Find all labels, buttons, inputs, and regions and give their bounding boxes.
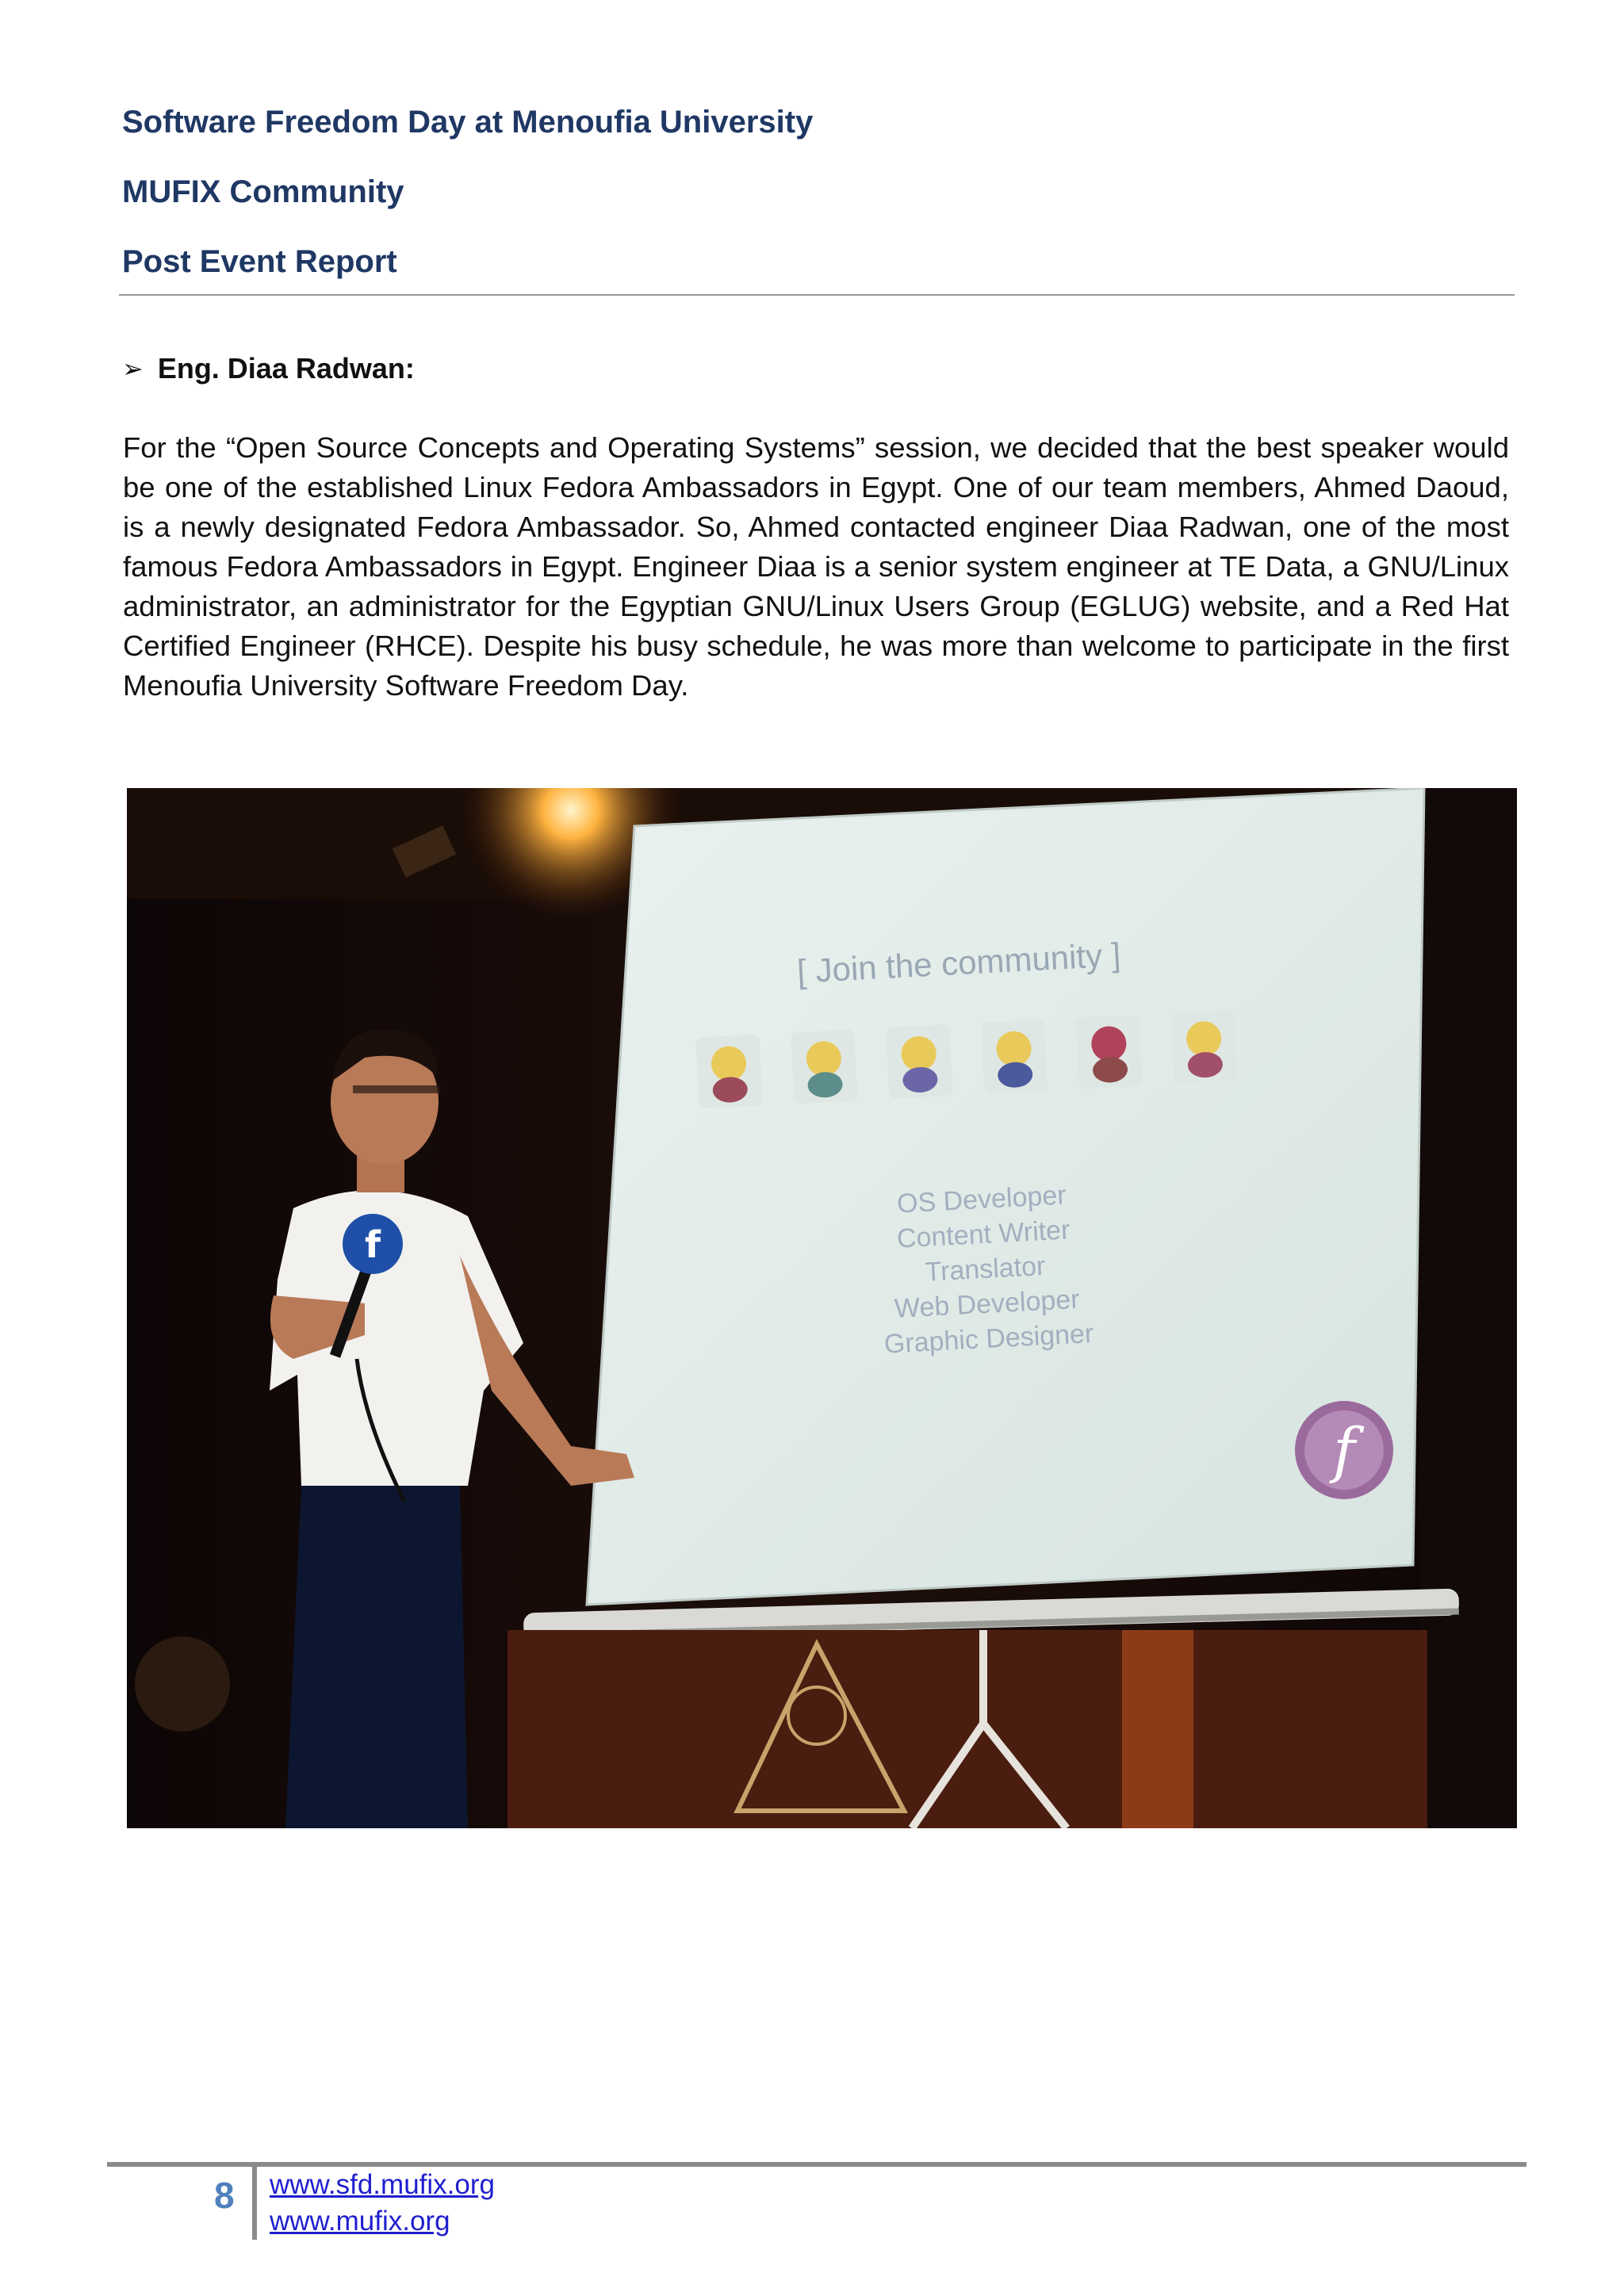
- mufix-website-link[interactable]: www.mufix.org: [270, 2206, 450, 2237]
- slide-title: [ Join the community ]: [796, 936, 1122, 990]
- fedora-logo-icon: [1295, 1401, 1393, 1499]
- slide-list-item: Web Developer: [894, 1284, 1081, 1324]
- header-divider: [119, 294, 1515, 296]
- speaker-name: Eng. Diaa Radwan:: [157, 352, 415, 385]
- document-title: Software Freedom Day at Menoufia University: [122, 105, 814, 140]
- slide-list-item: Content Writer: [896, 1215, 1071, 1254]
- slide-list-item: Translator: [924, 1250, 1047, 1288]
- page-number: 8: [214, 2175, 235, 2216]
- footer-divider: [107, 2162, 1526, 2167]
- speaker-paragraph: For the “Open Source Concepts and Operating Systems” session, we decided that the best speaker would be one of the established Linux Fedora Ambassadors in Egypt. One of our team members, Ahmed Daoud, is a newly designated Fedora Ambassador. So, Ahmed contacted engineer Diaa Radwan, one of the most famous Fedora Ambassadors in Egypt. Engineer Diaa is a senior system engineer at TE Data, a GNU/Linux administrator, an administrator for the Egyptian GNU/Linux Users Group (EGLUG) website, and a Red Hat Certified Engineer (RHCE). Despite his busy schedule, he was more than welcome to participate in the first Menoufia University Software Freedom Day.: [123, 431, 1509, 702]
- section-heading: [122, 352, 415, 385]
- report-type: Post Event Report: [122, 244, 397, 279]
- event-photo: [127, 788, 1517, 1828]
- community-name: MUFIX Community: [122, 174, 404, 209]
- slide-list-item: OS Developer: [896, 1180, 1067, 1219]
- svg-text:f: f: [364, 1223, 381, 1266]
- footer-vertical-divider: [252, 2165, 257, 2240]
- slide-list-item: Graphic Designer: [883, 1318, 1095, 1360]
- sfd-website-link[interactable]: www.sfd.mufix.org: [270, 2169, 495, 2200]
- svg-text:f: f: [1332, 1414, 1356, 1485]
- arrowhead-bullet-icon: ➢: [122, 354, 144, 383]
